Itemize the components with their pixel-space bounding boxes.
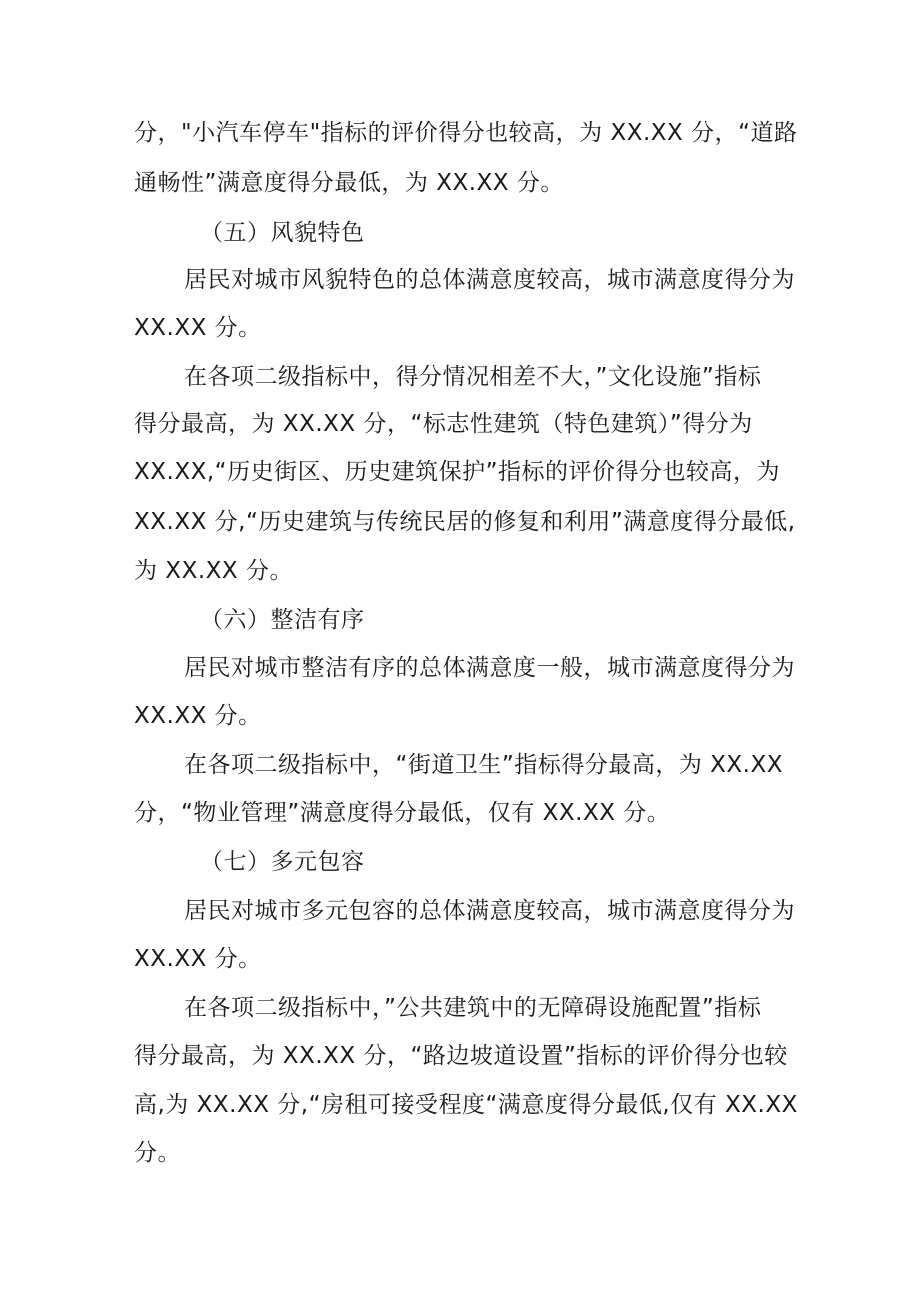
body-line: 在各项二级指标中，“街道卫生”指标得分最高，为 XX.XX bbox=[184, 752, 783, 778]
body-line: 在各项二级指标中，”公共建筑中的无障碍设施配置”指标 bbox=[184, 995, 762, 1021]
body-line: 分。 bbox=[134, 1140, 181, 1166]
section-heading-5: （五）风貌特色 bbox=[200, 220, 365, 246]
body-line: 在各项二级指标中，得分情况相差不大，”文化设施”指标 bbox=[184, 364, 762, 390]
body-line: 居民对城市整洁有序的总体满意度一般，城市满意度得分为 bbox=[184, 655, 795, 681]
body-line: XX.XX 分。 bbox=[134, 703, 262, 729]
section-heading-6: （六）整洁有序 bbox=[200, 607, 365, 633]
body-line: XX.XX 分。 bbox=[134, 946, 262, 972]
body-line: XX.XX 分。 bbox=[134, 315, 262, 341]
body-line: 为 XX.XX 分。 bbox=[134, 558, 293, 584]
body-line: 通畅性”满意度得分最低，为 XX.XX 分。 bbox=[134, 170, 564, 196]
body-line: 居民对城市多元包容的总体满意度较高，城市满意度得分为 bbox=[184, 898, 795, 924]
section-heading-7: （七）多元包容 bbox=[200, 849, 365, 875]
body-line: XX.XX 分,“历史建筑与传统民居的修复和利用”满意度得分最低, bbox=[134, 509, 796, 535]
body-line: 得分最高，为 XX.XX 分，“标志性建筑（特色建筑）”得分为 bbox=[134, 411, 753, 437]
body-line: 居民对城市风貌特色的总体满意度较高，城市满意度得分为 bbox=[184, 267, 795, 293]
body-line: 分，"小汽车停车"指标的评价得分也较高，为 XX.XX 分，“道路 bbox=[134, 120, 798, 146]
body-line: 分，“物业管理”满意度得分最低，仅有 XX.XX 分。 bbox=[134, 800, 671, 826]
body-line: 得分最高，为 XX.XX 分，“路边坡道设置”指标的评价得分也较 bbox=[134, 1043, 788, 1069]
body-line: XX.XX,“历史街区、历史建筑保护”指标的评价得分也较高，为 bbox=[134, 459, 780, 485]
body-line: 高,为 XX.XX 分,“房租可接受程度“满意度得分最低,仅有 XX.XX bbox=[134, 1092, 798, 1118]
